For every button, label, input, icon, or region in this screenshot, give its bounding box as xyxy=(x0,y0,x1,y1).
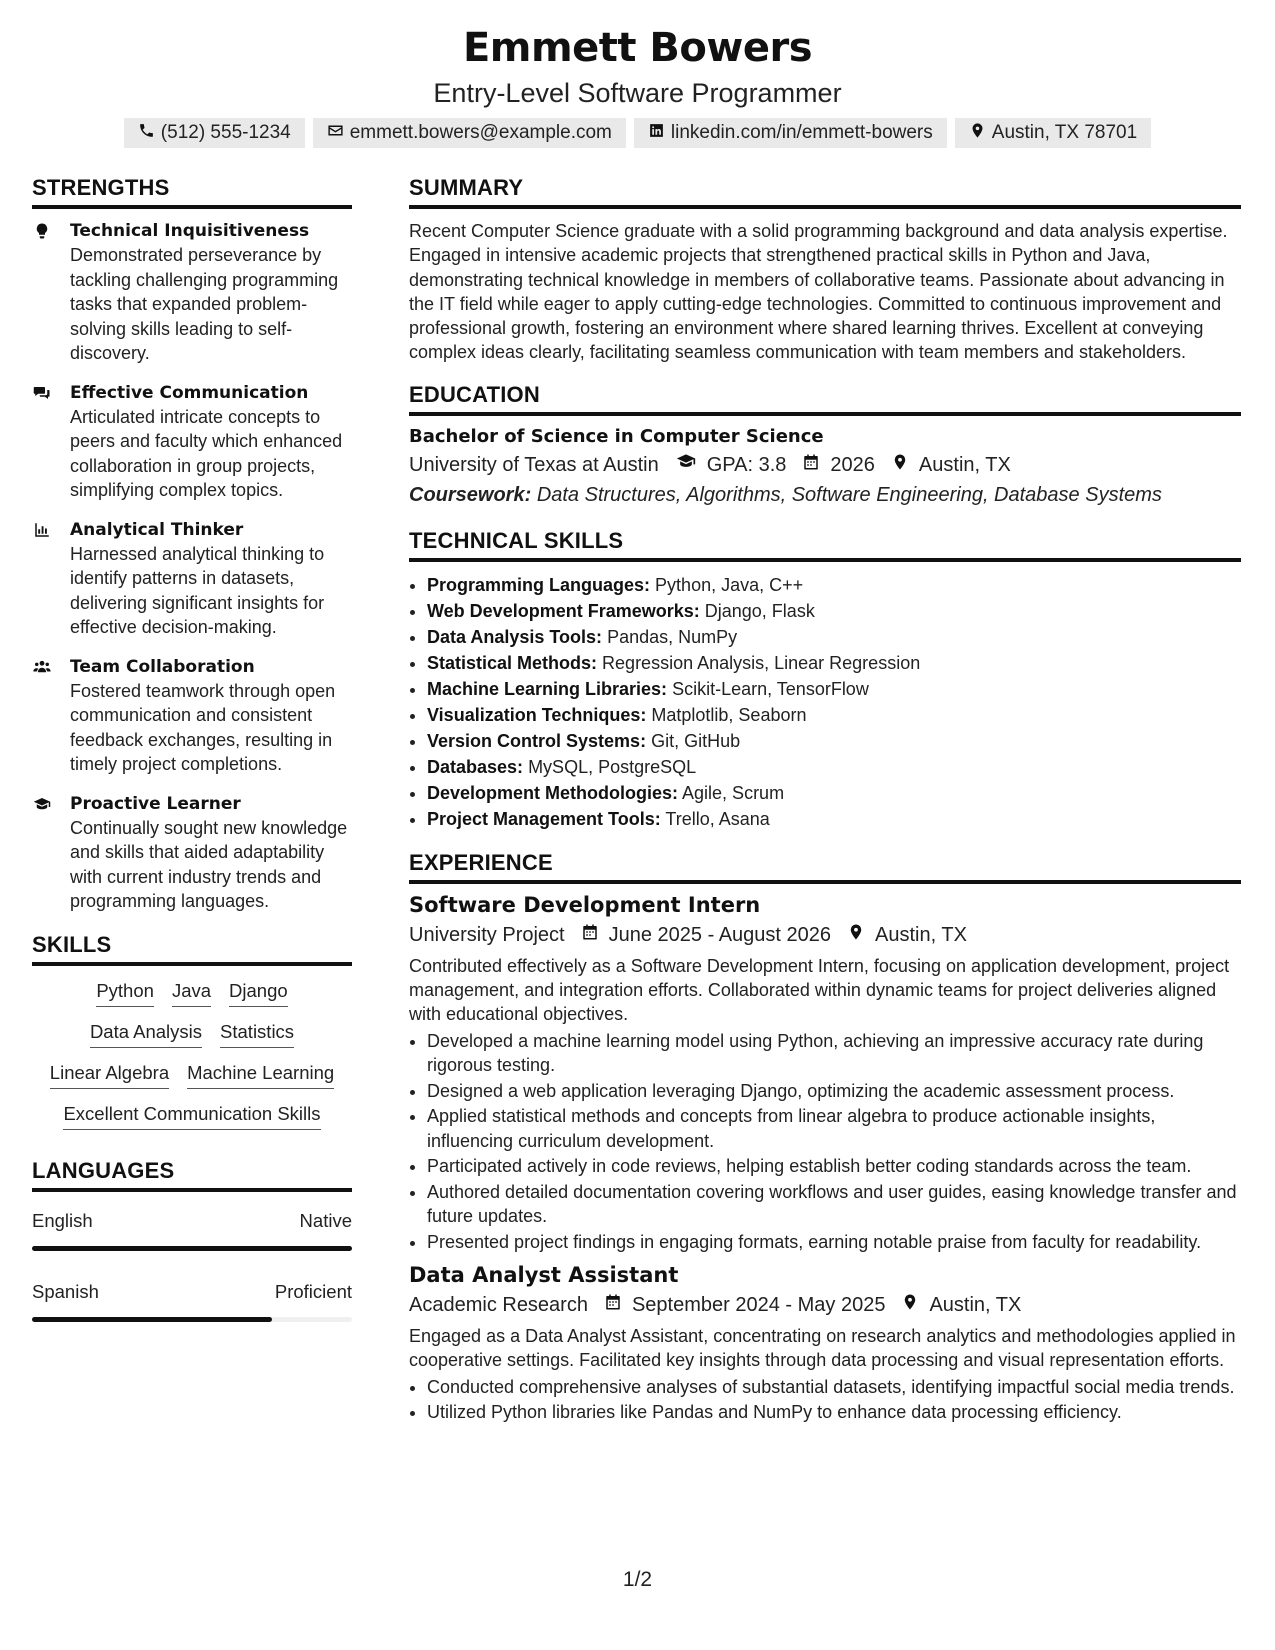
list-item: • Designed a web application leveraging Django, optimizing the academic assessment process. xyxy=(427,1079,1241,1104)
job-entry xyxy=(409,1260,1241,1425)
skill-tag: Excellent Communication Skills xyxy=(63,1103,320,1130)
strength-title: Team Collaboration xyxy=(70,656,255,677)
strength-title: Proactive Learner xyxy=(70,793,241,814)
calendar-icon xyxy=(802,450,820,480)
skills-row xyxy=(32,1021,352,1048)
skills-heading: SKILLS xyxy=(32,932,352,966)
resume-header xyxy=(0,0,1275,148)
skills-list xyxy=(32,980,352,1130)
contact-linkedin-text: linkedin.com/in/emmett-bowers xyxy=(670,122,933,143)
education-meta xyxy=(409,450,1241,480)
skill-tag: Python xyxy=(96,980,154,1007)
degree-title: Bachelor of Science in Computer Science xyxy=(409,425,824,447)
job-title: Data Analyst Assistant xyxy=(409,1263,679,1288)
list-item: • Conducted comprehensive analyses of substantial datasets, identifying impactful social media trends. xyxy=(427,1375,1241,1400)
contact-phone[interactable] xyxy=(124,118,305,148)
school-name: University of Texas at Austin xyxy=(409,453,659,476)
job-org: University Project xyxy=(409,923,565,946)
list-item: • Data Analysis Tools: Pandas, NumPy xyxy=(427,624,1241,650)
list-item: • Development Methodologies: Agile, Scrum xyxy=(427,780,1241,806)
comments-icon xyxy=(32,381,56,503)
job-title: Software Development Intern xyxy=(409,892,761,917)
envelope-icon xyxy=(327,122,344,145)
strength-item xyxy=(32,219,352,366)
job-description: Contributed effectively as a Software Development Intern, focusing on application development, project management, and integration efforts. Collaborated within dynamic teams for project deliveries aligned with educational objectives. xyxy=(409,955,1230,1025)
list-item: • Machine Learning Libraries: Scikit-Learn, TensorFlow xyxy=(427,676,1241,702)
users-icon xyxy=(32,655,56,777)
list-item: • Applied statistical methods and concepts from linear algebra to produce actionable insights, influencing curriculum development. xyxy=(427,1104,1241,1153)
graduation-year: 2026 xyxy=(830,453,875,476)
job-bullets xyxy=(409,1029,1241,1255)
education-location: Austin, TX xyxy=(918,453,1011,476)
job-entry xyxy=(409,890,1241,1254)
candidate-title: Entry-Level Software Programmer xyxy=(433,78,842,108)
experience-heading: EXPERIENCE xyxy=(409,850,1241,884)
list-item: • Developed a machine learning model using Python, achieving an impressive accuracy rate during rigorous testing. xyxy=(427,1029,1241,1078)
strength-item xyxy=(32,792,352,914)
job-description: Engaged as a Data Analyst Assistant, concentrating on research analytics and methodologies applied in cooperative settings. Facilitated key insights through data processing and visual representation efforts. xyxy=(409,1326,1236,1371)
skill-tag: Django xyxy=(229,980,288,1007)
job-location: Austin, TX xyxy=(929,1294,1022,1317)
language-name: English xyxy=(32,1209,93,1231)
contact-bar xyxy=(0,118,1275,148)
map-pin-icon xyxy=(901,1290,919,1320)
skills-row xyxy=(32,1103,352,1130)
strength-title: Technical Inquisitiveness xyxy=(70,221,310,241)
list-item: • Visualization Techniques: Matplotlib, Seaborn xyxy=(427,702,1241,728)
linkedin-icon xyxy=(648,122,665,145)
graduation-cap-icon xyxy=(32,792,56,914)
language-name: Spanish xyxy=(32,1280,99,1302)
right-column xyxy=(409,175,1241,1435)
map-pin-icon xyxy=(847,920,865,950)
list-item: • Authored detailed documentation covering workflows and user guides, easing knowledge transfer and future updates. xyxy=(427,1180,1241,1229)
contact-phone-text: (512) 555-1234 xyxy=(160,122,291,143)
lightbulb-icon xyxy=(32,219,56,366)
list-item: • Presented project findings in engaging formats, earning notable praise from faculty for readability. xyxy=(427,1230,1241,1255)
strength-item xyxy=(32,518,352,640)
skill-tag: Linear Algebra xyxy=(50,1062,169,1089)
skills-row xyxy=(32,980,352,1007)
skill-tag: Statistics xyxy=(220,1021,294,1048)
skills-row xyxy=(32,1062,352,1089)
job-meta xyxy=(409,920,1241,950)
skill-tag: Data Analysis xyxy=(90,1021,202,1048)
job-org: Academic Research xyxy=(409,1294,588,1317)
strength-desc: Demonstrated perseverance by tackling challenging programming tasks that expanded problem-solving skills leading to self-discovery. xyxy=(70,245,339,363)
strength-desc: Fostered teamwork through open communication and consistent feedback exchanges, resulting in timely project completions. xyxy=(70,680,336,774)
job-bullets xyxy=(409,1375,1241,1425)
gpa: GPA: 3.8 xyxy=(706,453,787,476)
list-item: • Databases: MySQL, PostgreSQL xyxy=(427,754,1241,780)
technical-skills-list xyxy=(409,572,1241,832)
skill-tag: Machine Learning xyxy=(187,1062,334,1089)
list-item: • Statistical Methods: Regression Analysis, Linear Regression xyxy=(427,650,1241,676)
map-pin-icon xyxy=(891,450,909,480)
list-item: • Participated actively in code reviews, helping establish better coding standards across the team. xyxy=(427,1154,1241,1179)
language-proficiency-fill xyxy=(32,1317,272,1322)
strength-desc: Articulated intricate concepts to peers and faculty which enhanced collaboration in group projects, simplifying complex topics. xyxy=(70,406,343,500)
contact-email[interactable] xyxy=(313,118,626,148)
list-item: • Utilized Python libraries like Pandas and NumPy to enhance data processing efficiency. xyxy=(427,1400,1241,1425)
strength-title: Analytical Thinker xyxy=(70,519,244,540)
language-proficiency-fill xyxy=(32,1246,352,1251)
coursework xyxy=(409,480,1241,510)
coursework-list: Data Structures, Algorithms, Software Engineering, Database Systems xyxy=(536,483,1162,506)
language-item xyxy=(32,1210,352,1251)
left-column xyxy=(32,175,352,1352)
languages-heading: LANGUAGES xyxy=(32,1158,352,1192)
coursework-label: Coursework: xyxy=(409,483,532,506)
skill-tag: Java xyxy=(172,980,211,1007)
language-level: Proficient xyxy=(274,1280,352,1302)
phone-icon xyxy=(138,122,155,145)
map-pin-icon xyxy=(969,122,986,145)
contact-location[interactable] xyxy=(955,118,1151,148)
technical-skills-heading: TECHNICAL SKILLS xyxy=(409,528,1241,562)
language-item xyxy=(32,1281,352,1322)
language-proficiency-bar xyxy=(32,1317,352,1322)
list-item: • Web Development Frameworks: Django, Flask xyxy=(427,598,1241,624)
calendar-icon xyxy=(604,1290,622,1320)
contact-email-text: emmett.bowers@example.com xyxy=(349,122,612,143)
contact-location-text: Austin, TX 78701 xyxy=(991,122,1138,143)
summary-heading: SUMMARY xyxy=(409,175,1241,209)
language-proficiency-bar xyxy=(32,1246,352,1251)
list-item: • Version Control Systems: Git, GitHub xyxy=(427,728,1241,754)
job-meta xyxy=(409,1290,1241,1320)
strength-item xyxy=(32,381,352,503)
bar-chart-icon xyxy=(32,518,56,640)
job-dates: September 2024 - May 2025 xyxy=(631,1294,886,1317)
language-level: Native xyxy=(299,1209,352,1231)
job-location: Austin, TX xyxy=(875,923,967,946)
graduation-cap-icon xyxy=(675,450,697,480)
calendar-icon xyxy=(581,920,599,950)
list-item: • Project Management Tools: Trello, Asana xyxy=(427,806,1241,832)
job-dates: June 2025 - August 2026 xyxy=(608,923,832,946)
strengths-heading: STRENGTHS xyxy=(32,175,352,209)
strength-item xyxy=(32,655,352,777)
list-item: • Programming Languages: Python, Java, C++ xyxy=(427,572,1241,598)
summary-text: Recent Computer Science graduate with a solid programming background and data analysis expertise. Engaged in intensive academic projects that strengthened practical skills in Python and Java, demonstrating technical knowledge in members of collaborative teams. Passionate about advancing in the IT field while eager to apply cutting-edge technologies. Committed to continuous improvement and professional growth, fostering an environment where shared learning thrives. Excellent at conveying complex ideas clearly, facilitating seamless communication with team members and stakeholders. xyxy=(409,221,1228,363)
strength-title: Effective Communication xyxy=(70,382,309,403)
strength-desc: Continually sought new knowledge and skills that aided adaptability with current industry trends and programming languages. xyxy=(70,817,348,911)
page-number: 1/2 xyxy=(622,1568,653,1591)
education-heading: EDUCATION xyxy=(409,382,1241,416)
contact-linkedin[interactable] xyxy=(634,118,947,148)
strength-desc: Harnessed analytical thinking to identify patterns in datasets, delivering significant insights for effective decision-making. xyxy=(70,543,325,637)
candidate-name: Emmett Bowers xyxy=(462,25,813,71)
